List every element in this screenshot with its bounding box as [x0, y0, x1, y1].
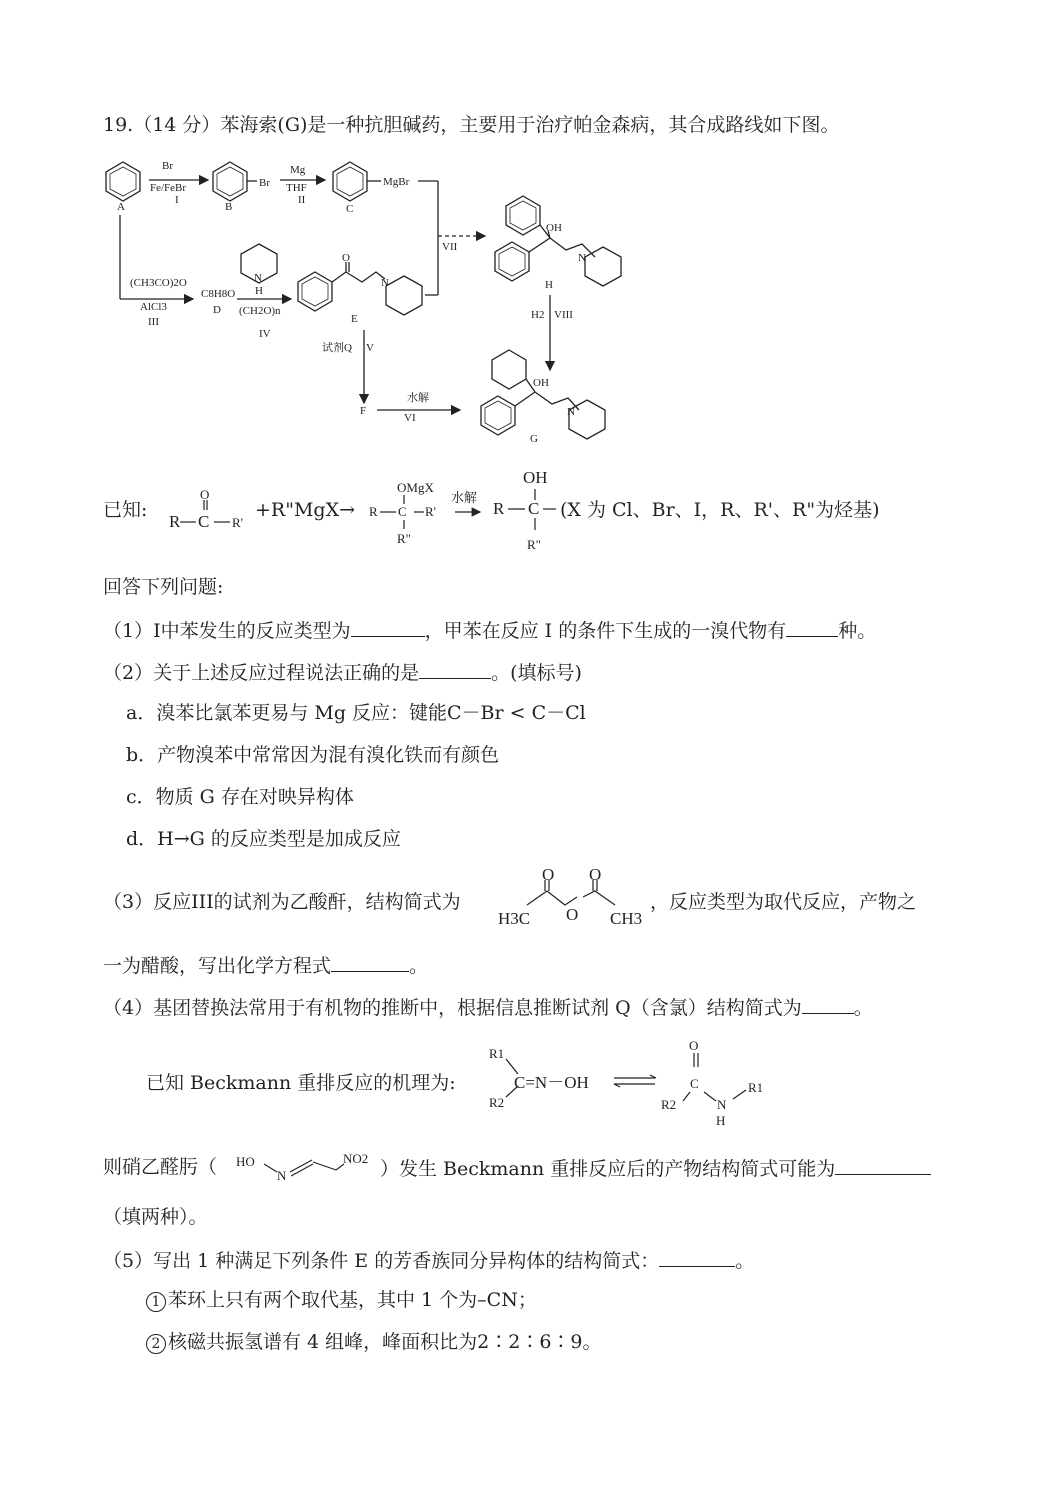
piperidine-ring-h [585, 247, 621, 286]
known-c3: C [528, 499, 540, 518]
beck-n: N [717, 1097, 727, 1112]
q4-line-c: （填两种）。 [103, 1206, 208, 1228]
label-a: A [117, 201, 125, 213]
step2-top: Mg [290, 164, 306, 176]
step7-num: VII [442, 241, 458, 253]
q4-line-b1: 则硝乙醛肟（ [103, 1156, 218, 1178]
b-sub: Br [259, 177, 270, 189]
step4-bottom: (CH2O)n [239, 305, 281, 317]
q3-line-1a: （3）反应III的试剂为乙酸酐，结构简式为 [103, 891, 461, 913]
anhydride-o2: O [589, 865, 602, 884]
e-nitrogen: N [381, 277, 389, 289]
anhydride-o1: O [542, 865, 555, 884]
known-arrow-label: 水解 [451, 490, 478, 505]
label-e: E [351, 313, 358, 325]
anhydride-o3: O [566, 905, 579, 924]
label-b: B [225, 201, 233, 213]
q2-option-a: a．溴苯比氯苯更易与 Mg 反应：键能C－Br < C－Cl [126, 702, 586, 724]
benzene-ring-c [333, 162, 367, 201]
known-r2: R [369, 504, 378, 519]
q2-option-c: c．物质 G 存在对映异构体 [126, 786, 354, 808]
benzene-ring-a [106, 162, 140, 201]
known-rpp3: R" [527, 537, 541, 552]
known-r3: R [493, 499, 505, 518]
known-o: O [200, 487, 210, 502]
pip-n-reagent: N [254, 272, 262, 284]
q4-blank-1[interactable] [802, 997, 854, 1014]
beck-r2p: R2 [661, 1097, 677, 1112]
known-reagent: +R"MgX→ [255, 499, 356, 521]
step4-num: IV [259, 328, 271, 340]
oxime-ho: HO [236, 1154, 255, 1169]
known-c: C [198, 512, 210, 531]
step6-num: VI [404, 412, 416, 424]
known-rpp2: R" [397, 531, 411, 546]
label-g: G [530, 433, 538, 445]
step1-bottom: Fe/FeBr [150, 182, 187, 194]
step6-top: 水解 [407, 392, 429, 404]
q4-blank-2[interactable] [835, 1158, 931, 1175]
known-omgx: OMgX [397, 480, 434, 495]
question-5: （5）写出 1 种满足下列条件 E 的芳香族同分异构体的结构简式： 。 [103, 1250, 755, 1272]
step2-bottom: THF [286, 182, 307, 194]
beckmann-intro: 已知 Beckmann 重排反应的机理为: [146, 1072, 456, 1094]
piperidine-ring-e [386, 276, 422, 315]
g-oh: OH [533, 377, 549, 389]
q3-line-2: 一为醋酸，写出化学方程式 。 [103, 955, 429, 977]
q4-line-b2: ）发生 Beckmann 重排反应后的产物结构简式可能为 [380, 1158, 931, 1179]
step3-bottom: AlCl3 [140, 301, 167, 313]
q5-condition-2: 2 核磁共振氢谱有 4 组峰，峰面积比为2∶2∶6∶9。 [146, 1333, 602, 1354]
known-rp: R' [232, 515, 244, 530]
h-nitrogen: N [578, 252, 586, 264]
g-nitrogen: N [567, 406, 575, 418]
beck-c: C [690, 1076, 699, 1091]
step1-num: I [175, 194, 179, 206]
q2-option-d: d．H→G 的反应类型是加成反应 [126, 828, 401, 850]
step8-num: VIII [554, 309, 573, 321]
q3-blank[interactable] [331, 955, 409, 972]
beck-r2: R2 [489, 1095, 505, 1110]
step8-label: H2 [531, 309, 545, 321]
beck-r1: R1 [489, 1046, 505, 1061]
circle-2-icon: 2 [146, 1334, 166, 1354]
oxime-n: N [277, 1168, 287, 1183]
q3-line-1b: ，反应类型为取代反应，产物之 [650, 891, 917, 913]
pip-h-reagent: H [255, 285, 263, 297]
question-1: （1）I中苯发生的反应类型为 ，甲苯在反应 I 的条件下生成的一溴代物有 种。 [103, 620, 877, 642]
anhydride-ch3: CH3 [610, 909, 643, 928]
piperidine-ring-g [569, 400, 605, 439]
beck-h: H [716, 1113, 726, 1128]
known-suffix: (X 为 Cl、Br、I，R、R'、R"为烃基) [560, 499, 880, 521]
step5-label: 试剂Q [322, 342, 352, 354]
piperidine-ring-reagent [241, 244, 277, 283]
known-rp2: R' [425, 504, 437, 519]
known-r: R [169, 512, 181, 531]
step2-num: II [298, 194, 306, 206]
label-h: H [545, 279, 553, 291]
known-c2: C [398, 504, 407, 519]
label-c: C [346, 203, 354, 215]
benzene-ring-h1 [506, 196, 540, 235]
step1-top: Br [162, 160, 173, 172]
benzene-ring-e [298, 272, 332, 311]
h-oh: OH [546, 222, 562, 234]
step3-num: III [148, 316, 159, 328]
benzene-ring-b [213, 162, 247, 201]
e-oxygen: O [342, 252, 350, 264]
q1-blank-1[interactable] [351, 620, 425, 637]
step5-num: V [366, 342, 374, 354]
known-oh: OH [523, 468, 548, 487]
beck-cnoh: C=N－OH [514, 1073, 589, 1092]
question-4: （4）基团替换法常用于有机物的推断中，根据信息推断试剂 Q（含氯）结构简式为 。 [103, 997, 873, 1019]
q5-blank[interactable] [659, 1250, 735, 1267]
answer-title: 回答下列问题: [103, 576, 224, 598]
circle-1-icon: 1 [146, 1292, 166, 1312]
label-f: F [360, 405, 367, 417]
beck-r1p: R1 [748, 1080, 764, 1095]
benzene-ring-g [481, 396, 515, 435]
q5-condition-1: 1 苯环上只有两个取代基，其中 1 个为–CN； [146, 1291, 537, 1312]
anhydride-h3c: H3C [498, 909, 531, 928]
d-formula: C8H8O [201, 288, 236, 300]
oxime-no2: NO2 [343, 1151, 369, 1166]
known-prefix: 已知: [103, 499, 148, 521]
question-header: 19.（14 分）苯海索(G)是一种抗胆碱药，主要用于治疗帕金森病，其合成路线如下图。 [103, 114, 840, 136]
q2-option-b: b．产物溴苯中常常因为混有溴化铁而有颜色 [126, 744, 500, 766]
benzene-ring-h2 [495, 242, 529, 281]
c-sub: MgBr [383, 176, 410, 188]
beck-o: O [689, 1038, 699, 1053]
q1-blank-2[interactable] [786, 620, 838, 637]
question-2: （2）关于上述反应过程说法正确的是 。(填标号) [103, 662, 582, 684]
q2-blank[interactable] [419, 662, 491, 679]
label-d: D [213, 304, 221, 316]
cyclohexane-ring-g [492, 350, 526, 389]
step3-top: (CH3CO)2O [130, 277, 187, 289]
